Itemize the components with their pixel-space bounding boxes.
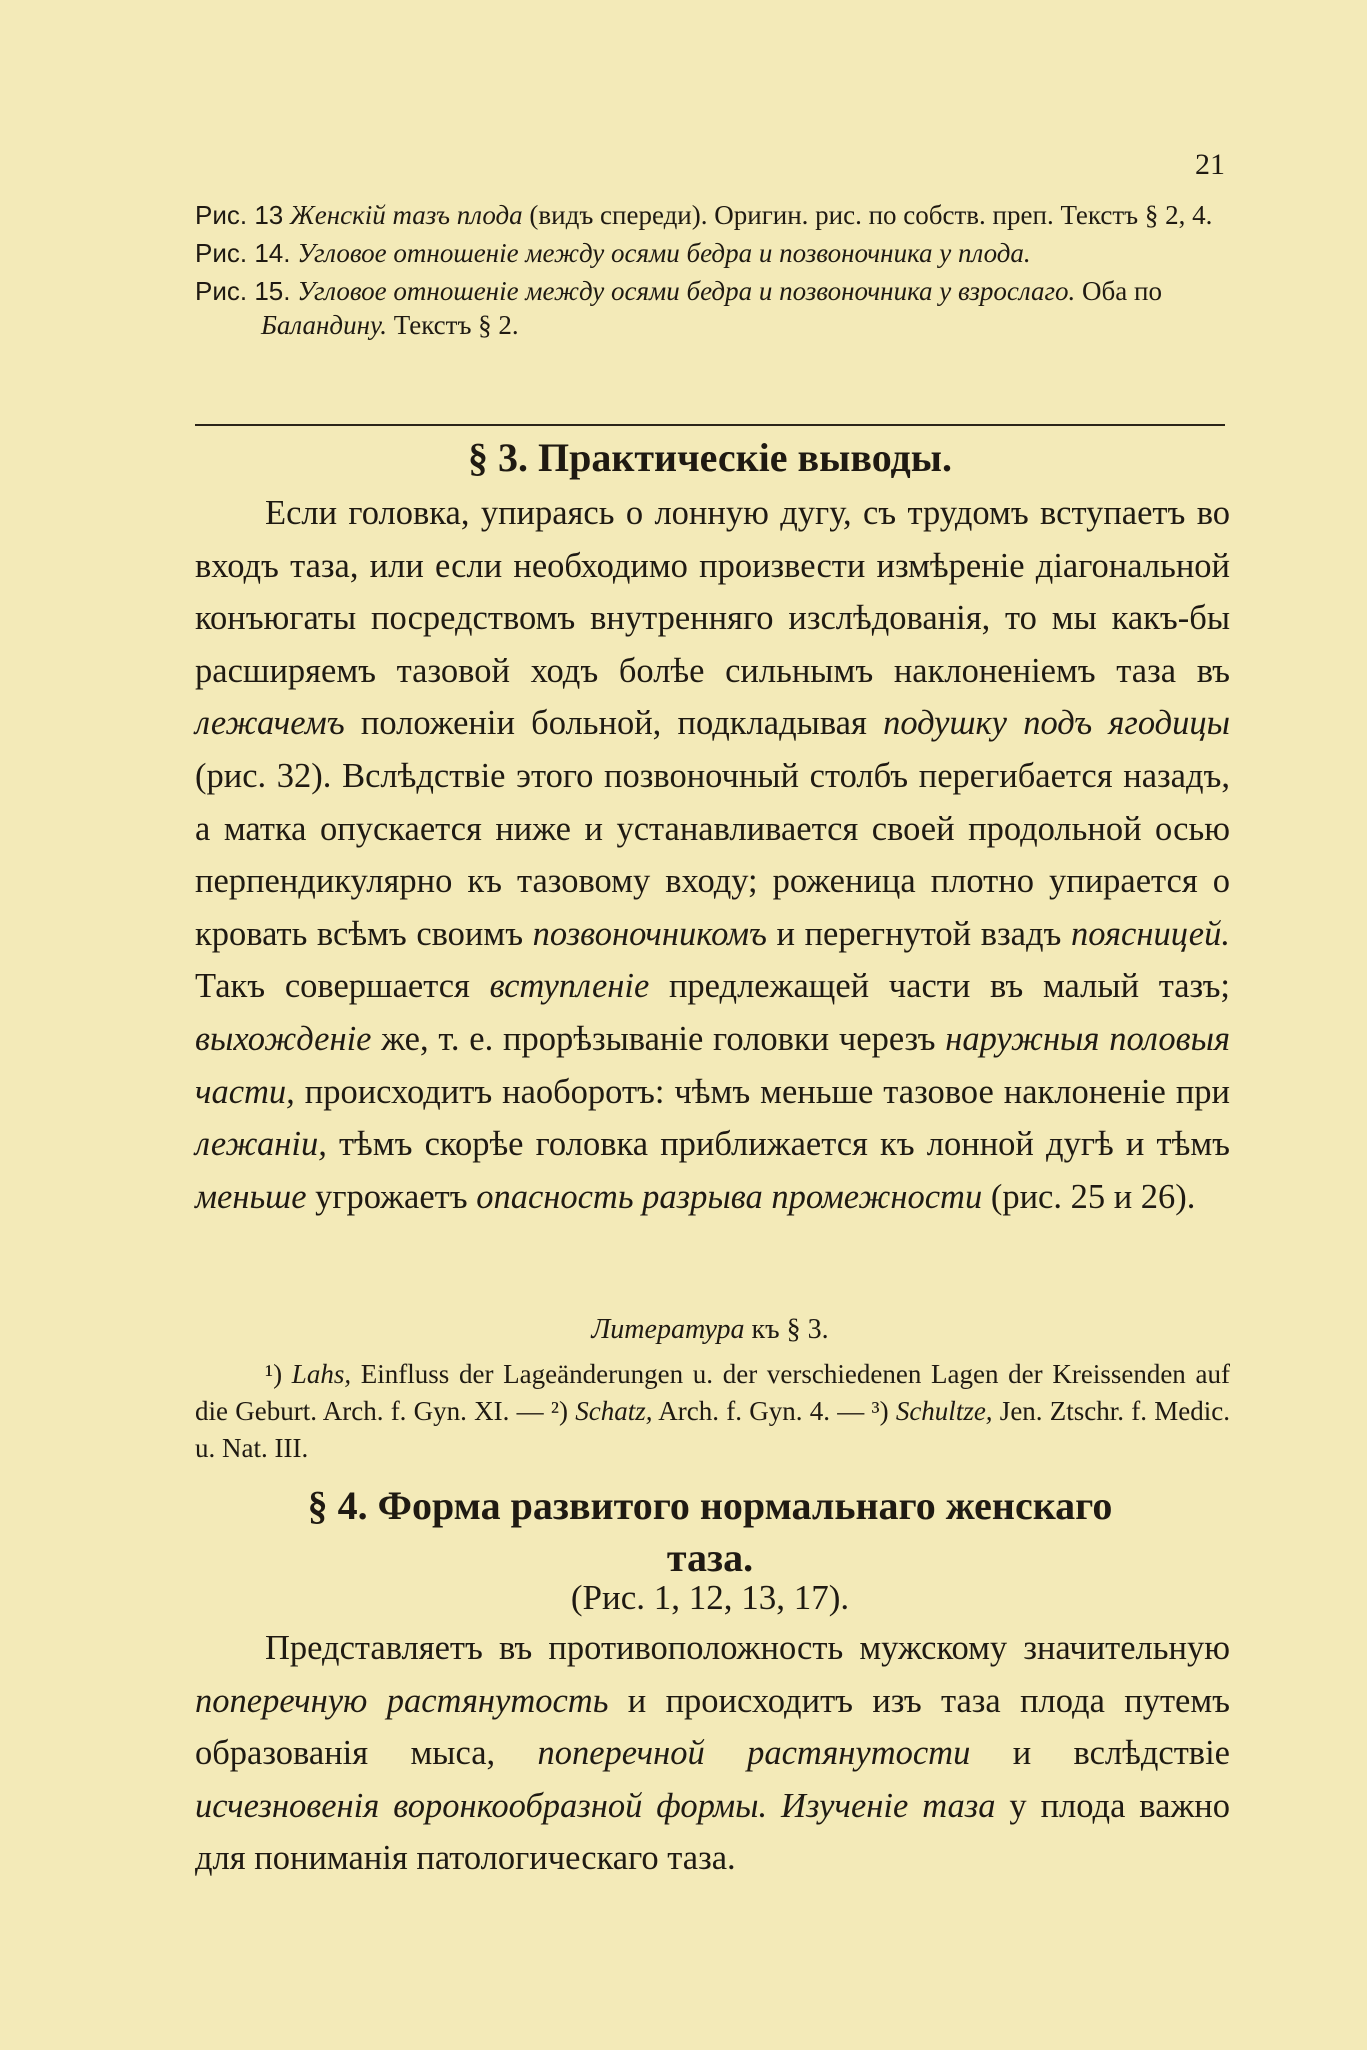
caption-fig-13: Рис. 13 Женскій тазъ плода (видъ спереди). Оригин. рис. по собств. преп. Текстъ § 2, 4.	[195, 200, 1213, 230]
page-number: 21	[1195, 148, 1225, 181]
figure-captions	[195, 198, 1230, 346]
section-4-heading: § 4. Форма развитого нормальнаго женскаго таза.	[307, 1483, 1113, 1580]
caption-fig-14: Рис. 14. Угловое отношеніе между осями бедра и позвоночника у плода.	[195, 238, 1031, 268]
section-4-figure-reference: (Рис. 1, 12, 13, 17).	[570, 1578, 850, 1617]
section-3-heading: § 3. Практическіе выводы.	[467, 435, 953, 480]
section-3-paragraph: Если головка, упираясь о лонную дугу, съ трудомъ вступаетъ во входъ таза, или если необходимо произвести измѣреніе діагональной конъюгаты посредствомъ внутренняго изслѣдованія, то мы какъ-бы расширяемъ тазовой ходъ болѣе сильнымъ наклоненіемъ таза въ лежачемъ положеніи больной, подкладывая подушку подъ ягодицы (рис. 32). Вслѣдствіе этого позвоночный столбъ перегибается назадъ, а матка опускается ниже и устанавливается своей продольной осью перпендикулярно къ тазовому входу; роженица плотно упирается о кровать всѣмъ своимъ позвоночникомъ и перегнутой взадъ поясницей. Такъ совершается вступленіе предлежащей части въ малый тазъ; выхожденіе же, т. е. прорѣзываніе головки черезъ наружныя половыя части, происходитъ наоборотъ: чѣмъ меньше тазовое наклоненіе при лежаніи, тѣмъ скорѣе головка приближается къ лонной дугѣ и тѣмъ меньше угрожаетъ опасность разрыва промежности (рис. 25 и 26).	[195, 494, 1230, 1216]
section-4-paragraph: Представляетъ въ противоположность мужскому значительную поперечную растянутость и происходитъ изъ таза плода путемъ образованія мыса, поперечной растянутости и вслѣдствіе исчезновенія воронкообразной формы. Изученіе таза у плода важно для пониманія патологическаго таза.	[195, 1629, 1231, 1878]
caption-fig-15: Рис. 15. Угловое отношеніе между осями бедра и позвоночника у взрослаго. Оба по Баландину. Текстъ § 2.	[195, 276, 1162, 340]
literature-heading: Литература къ § 3.	[591, 1314, 829, 1345]
literature-references: ¹) Lahs, Einfluss der Lageänderungen u. der verschiedenen Lagen der Kreissenden auf die Geburt. Arch. f. Gyn. XI. — ²) Schatz, Arch. f. Gyn. 4. — ³) Schultze, Jen. Ztschr. f. Medic. u. Nat. III.	[195, 1359, 1231, 1463]
section-divider	[195, 424, 1225, 426]
